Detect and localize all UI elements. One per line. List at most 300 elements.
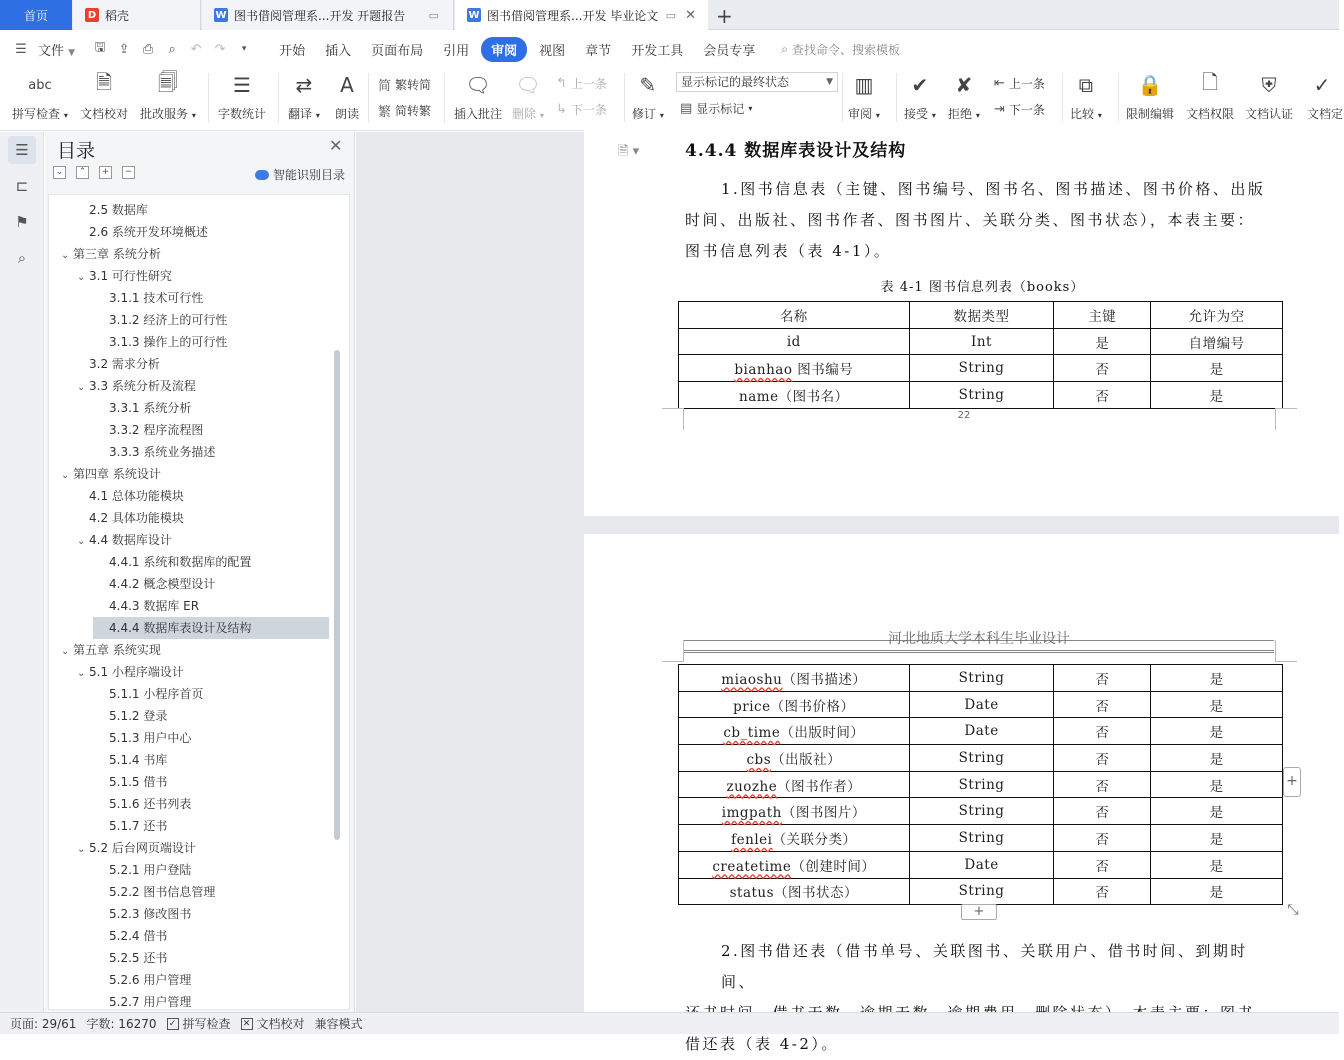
table-cell-text: Date (964, 723, 999, 740)
print-icon[interactable]: ⎙ (142, 41, 154, 57)
smart-toc-label: 智能识别目录 (273, 168, 346, 182)
expand-all-icon[interactable]: ⌃ (76, 166, 89, 179)
show-markup-label: 显示标记 (696, 102, 745, 116)
table-cell[interactable] (1151, 878, 1283, 905)
table-cell[interactable] (1054, 691, 1151, 718)
toc-item[interactable] (93, 287, 203, 309)
table-cell[interactable] (1151, 382, 1283, 409)
spell-status[interactable] (167, 1015, 231, 1032)
tab-doc-proposal[interactable] (202, 0, 454, 30)
toc-item[interactable] (77, 837, 196, 859)
table-cell[interactable] (909, 851, 1054, 878)
toc-item[interactable] (93, 595, 199, 617)
table-cell[interactable] (1054, 851, 1151, 878)
doc-proof-button[interactable] (80, 69, 128, 122)
show-markup-button[interactable] (680, 100, 752, 117)
toc-item-label: 5.2.6 用户管理 (109, 973, 192, 987)
toc-item[interactable] (77, 485, 184, 507)
toc-item[interactable] (93, 551, 251, 573)
books-table-continued (678, 664, 1283, 905)
toc-item[interactable] (93, 815, 167, 837)
table-cell[interactable] (679, 878, 910, 905)
toc-item-label: 3.3.3 系统业务描述 (109, 445, 216, 459)
lock-icon: 🔒 (1137, 73, 1163, 97)
toc-item[interactable] (93, 969, 191, 991)
show-markup-icon: ▤ (680, 101, 693, 116)
word-count-label: 字数统计 (218, 107, 267, 121)
ribbon-divider (1118, 73, 1119, 123)
table-cell-text: 否 (1095, 698, 1110, 715)
doc-final-label: 文档定 (1307, 107, 1344, 121)
menu-references[interactable]: 引用 (443, 43, 470, 59)
margin-corner (1275, 640, 1297, 662)
status-bar (0, 1012, 1339, 1034)
table-cell[interactable] (909, 798, 1054, 825)
proof-status[interactable] (241, 1015, 305, 1032)
toc-item[interactable] (93, 925, 167, 947)
batch-service-label: 批改服务 (140, 107, 189, 121)
menu-insert[interactable]: 插入 (325, 43, 352, 59)
resize-table-icon[interactable]: ⤡ (1287, 902, 1299, 918)
books-table (678, 301, 1283, 409)
toc-item[interactable] (77, 375, 196, 397)
table-cell-text: 是 (1209, 362, 1224, 379)
toc-item[interactable] (93, 749, 167, 771)
chevron-down-icon[interactable]: ⌄ (77, 844, 86, 855)
toc-item-label: 3.1.3 操作上的可行性 (109, 335, 228, 349)
table-row (679, 382, 1283, 409)
spell-status-label: 拼写检查 (182, 1017, 231, 1031)
table-cell-text: 否 (1095, 858, 1110, 875)
translate-icon: ⇄ (295, 73, 313, 97)
table-cell[interactable] (679, 328, 910, 355)
table-cell[interactable] (1151, 665, 1283, 692)
next-comment-button[interactable] (556, 101, 607, 118)
undo-icon[interactable]: ↶ (190, 41, 202, 57)
toc-item[interactable] (93, 771, 167, 793)
table-header-cell[interactable]: 名称 (679, 302, 910, 329)
toc-item-label: 4.4.2 概念模型设计 (109, 577, 216, 591)
table-cell[interactable] (1054, 718, 1151, 745)
translate-label: 翻译 (288, 107, 313, 121)
trad-to-simp-label: 繁转简 (395, 78, 432, 92)
redo-icon[interactable]: ↷ (214, 41, 226, 57)
toc-item-label: 3.3 系统分析及流程 (89, 379, 196, 393)
toc-item[interactable] (93, 573, 215, 595)
tab-home[interactable] (0, 0, 72, 30)
toc-item[interactable] (77, 199, 148, 221)
menu-view[interactable]: 视图 (539, 43, 566, 59)
table-cell-text: 是 (1209, 778, 1224, 795)
table-cell-text: String (958, 829, 1005, 846)
paragraph-line: 图书信息列表（表 4-1）。 (685, 242, 892, 260)
chevron-down-icon[interactable]: ⌄ (77, 272, 86, 283)
table-cell-text: 否 (1095, 388, 1110, 405)
table-cell-text: String (958, 776, 1005, 793)
toc-item[interactable] (61, 639, 161, 661)
chevron-down-icon[interactable]: ⌄ (77, 382, 86, 393)
restrict-edit-label: 限制编辑 (1126, 107, 1175, 121)
table-cell-text: String (958, 883, 1005, 900)
toc-item[interactable] (77, 529, 172, 551)
toc-item[interactable] (77, 661, 184, 683)
table-cell[interactable] (679, 825, 910, 852)
table-cell-text: 否 (1095, 885, 1110, 902)
toc-item-label: 5.2.2 图书信息管理 (109, 885, 216, 899)
table-cell[interactable] (1151, 771, 1283, 798)
toc-item[interactable] (93, 441, 215, 463)
daoke-icon: D (85, 8, 99, 22)
table-cell[interactable] (679, 718, 910, 745)
table-cell[interactable] (1151, 328, 1283, 355)
doc-proof-label: 文档校对 (80, 107, 129, 121)
table-cell[interactable] (1151, 825, 1283, 852)
table-cell[interactable] (1151, 355, 1283, 382)
toc-item[interactable] (93, 903, 191, 925)
doc-final-button[interactable] (1307, 69, 1344, 122)
chevron-down-icon: ▾ (315, 111, 320, 120)
insert-comment-button[interactable] (454, 69, 502, 122)
prev-comment-label: 上一条 (570, 77, 607, 91)
table-cell-text: String (958, 360, 1005, 377)
toc-item[interactable] (93, 991, 191, 1013)
tab-bar (0, 0, 1339, 30)
toc-item-label: 5.1.6 还书列表 (109, 797, 192, 811)
toc-item[interactable] (93, 397, 191, 419)
menu-dev-tools[interactable]: 开发工具 (631, 43, 684, 59)
section-nav-icon[interactable]: ⊏ (15, 177, 29, 195)
file-menu[interactable] (38, 37, 83, 62)
table-cell[interactable] (909, 382, 1054, 409)
next-change-label: 下一条 (1008, 103, 1045, 117)
review-pane-icon: ▥ (854, 73, 874, 97)
table-cell[interactable] (1054, 745, 1151, 772)
paragraph-line: 时间、出版社、图书作者、图书图片、关联分类、图书状态），本表主要： (685, 211, 1256, 229)
tab-doc-thesis-label: 图书借阅管理系...开发 毕业论文 (487, 8, 659, 23)
toc-item-label: 3.1.2 经济上的可行性 (109, 313, 228, 327)
close-icon[interactable]: ✕ (685, 7, 696, 23)
permission-icon: 🗋 (1201, 70, 1219, 94)
left-icon-strip (0, 132, 44, 1012)
translate-button[interactable] (288, 69, 320, 122)
spellcheck-icon: abc (28, 77, 52, 93)
toc-item[interactable] (61, 463, 161, 485)
table-cell[interactable] (679, 771, 910, 798)
chevron-down-icon[interactable]: ⌄ (77, 536, 86, 547)
doc-auth-button[interactable] (1245, 69, 1293, 122)
prev-icon: ↰ (556, 76, 567, 91)
trad-to-simp-button[interactable] (378, 75, 431, 94)
writer-doc-icon: W (468, 9, 480, 21)
toc-item-label: 第三章 系统分析 (73, 247, 161, 261)
document-canvas (356, 132, 1339, 1053)
table-cell-text: fenlei（关联分类） (731, 831, 857, 848)
toc-item-label: 3.2 需求分析 (89, 357, 160, 371)
menu-section[interactable]: 章节 (585, 43, 612, 59)
next-change-icon: ⇥ (994, 102, 1005, 117)
toc-item[interactable] (77, 265, 172, 287)
review-pane-button[interactable] (848, 69, 880, 122)
table-cell-text: 否 (1095, 778, 1110, 795)
table-cell-text: 否 (1095, 362, 1110, 379)
collapse-all-icon[interactable]: ⌄ (53, 166, 66, 179)
table-cell[interactable] (1054, 355, 1151, 382)
ribbon-divider (208, 73, 209, 123)
toc-item-label: 5.1.4 书库 (109, 753, 168, 767)
close-icon[interactable]: ✕ (329, 136, 343, 155)
table-header-cell[interactable]: 数据类型 (909, 302, 1054, 329)
cloud-icon[interactable]: ▭ (665, 8, 676, 22)
review-pane-label: 审阅 (848, 107, 873, 121)
shield-icon: ⛨ (1261, 73, 1277, 97)
table-cell-text: 是 (1209, 751, 1224, 768)
ribbon-divider (1062, 73, 1063, 123)
toc-item[interactable] (93, 331, 227, 353)
menu-review[interactable]: 审阅 (481, 37, 527, 62)
toc-item[interactable] (77, 221, 208, 243)
table-cell[interactable] (909, 328, 1054, 355)
toc-item-label: 2.5 数据库 (89, 203, 148, 217)
table-row (679, 355, 1283, 382)
read-aloud-label: 朗读 (334, 107, 359, 121)
reject-button[interactable] (948, 69, 980, 122)
doc-auth-label: 文档认证 (1245, 107, 1294, 121)
save-icon[interactable]: 🖫 (94, 40, 106, 55)
chevron-down-icon: ▾ (539, 111, 544, 120)
writer-doc-icon: W (215, 9, 227, 21)
toc-item[interactable] (61, 243, 161, 265)
table-row (679, 851, 1283, 878)
toc-item-label: 4.4 数据库设计 (89, 533, 172, 547)
spelling-flag: fenlei (731, 831, 773, 848)
table-cell-text: 是 (1209, 725, 1224, 742)
toc-item[interactable] (93, 947, 167, 969)
track-changes-button[interactable] (632, 69, 664, 122)
table-cell[interactable] (1054, 878, 1151, 905)
table-cell[interactable] (679, 851, 910, 878)
table-cell[interactable] (909, 825, 1054, 852)
table-cell-text: String (958, 669, 1005, 686)
page-header: 河北地质大学本科生毕业设计 (888, 631, 1070, 647)
toc-item-label: 4.2 具体功能模块 (89, 511, 184, 525)
markup-state-select[interactable] (676, 72, 838, 92)
find-icon[interactable]: ⌕ (17, 249, 27, 267)
insert-comment-label: 插入批注 (454, 107, 503, 121)
delete-comment-button[interactable] (512, 69, 544, 122)
simp-to-trad-button[interactable] (378, 101, 431, 120)
paragraph-handle-icon[interactable]: 🗎 ▾ (618, 144, 640, 159)
toc-item[interactable] (93, 309, 227, 331)
chevron-down-icon: ▾ (931, 111, 936, 120)
table-cell-text: bianhao 图书编号 (734, 362, 854, 379)
table-cell-text: imgpath（图书图片） (721, 805, 866, 822)
table-cell[interactable] (679, 665, 910, 692)
menu-member[interactable]: 会员专享 (703, 43, 756, 59)
paragraph-line: 1.图书信息表（主键、图书编号、图书名、图书描述、图书价格、出版 (721, 180, 1266, 198)
restrict-edit-button[interactable] (1126, 69, 1174, 122)
paragraph-line: 借还表（表 4-2）。 (685, 1035, 839, 1053)
table-cell-text: Date (964, 696, 999, 713)
table-cell[interactable] (909, 355, 1054, 382)
spellcheck-button[interactable] (12, 69, 68, 122)
table-cell[interactable] (909, 718, 1054, 745)
toc-item[interactable] (93, 793, 191, 815)
page-indicator[interactable]: 页面: 29/61 (10, 1017, 77, 1031)
prev-change-button[interactable] (994, 75, 1045, 92)
table-cell[interactable] (1054, 328, 1151, 355)
add-row-button[interactable]: + (961, 904, 997, 920)
menu-page-layout[interactable]: 页面布局 (371, 43, 424, 59)
table-cell[interactable] (1151, 745, 1283, 772)
table-cell[interactable] (1151, 691, 1283, 718)
remove-toc-level-icon[interactable]: − (122, 166, 135, 179)
table-cell[interactable] (679, 382, 910, 409)
next-change-button[interactable] (994, 101, 1045, 118)
table-cell[interactable] (1054, 665, 1151, 692)
tab-daoke[interactable] (73, 0, 201, 30)
toc-item[interactable] (93, 859, 191, 881)
table-cell[interactable] (1054, 798, 1151, 825)
cloud-icon[interactable]: ▭ (428, 8, 439, 22)
toc-list (48, 194, 350, 1010)
prev-comment-button[interactable] (556, 75, 607, 92)
toc-scrollbar[interactable] (334, 350, 340, 840)
accept-icon: ✔ (911, 73, 929, 97)
reject-label: 拒绝 (948, 107, 973, 121)
table-row (679, 328, 1283, 355)
toc-item-label: 第四章 系统设计 (73, 467, 161, 481)
toc-item[interactable] (93, 881, 215, 903)
chevron-down-icon[interactable]: ⌄ (77, 668, 86, 679)
chevron-down-icon[interactable]: ⌄ (61, 250, 70, 261)
margin-corner (662, 640, 684, 662)
export-icon[interactable]: ⇪ (118, 41, 130, 57)
next-comment-label: 下一条 (570, 103, 607, 117)
smart-toc-button[interactable] (255, 166, 345, 183)
table-cell-text: createtime（创建时间） (712, 858, 876, 875)
customize-toolbar-icon[interactable]: ▾ (241, 44, 247, 54)
tab-doc-thesis[interactable] (455, 0, 708, 30)
table-cell-text: 否 (1095, 671, 1110, 688)
bookmark-icon[interactable]: ⚑ (15, 213, 29, 231)
chevron-down-icon: ▾ (63, 111, 68, 120)
table-cell-text: 是 (1209, 858, 1224, 875)
spelling-flag: imgpath (721, 805, 782, 822)
toc-item-label: 5.1.3 用户中心 (109, 731, 192, 745)
table-cell[interactable] (909, 745, 1054, 772)
ribbon-divider (896, 73, 897, 123)
toc-title: 目录 (57, 140, 96, 162)
table-cell[interactable] (909, 878, 1054, 905)
table-cell[interactable] (909, 771, 1054, 798)
toc-panel-icon[interactable]: ☰ (8, 136, 36, 164)
add-toc-level-icon[interactable]: + (99, 166, 112, 179)
table-cell[interactable] (679, 745, 910, 772)
doc-permission-label: 文档权限 (1186, 107, 1235, 121)
table-cell-text: id (786, 333, 801, 350)
table-cell-text: 是 (1209, 671, 1224, 688)
document-page (584, 122, 1344, 516)
toc-item-label: 2.6 系统开发环境概述 (89, 225, 208, 239)
table-cell[interactable] (1151, 798, 1283, 825)
accept-button[interactable] (904, 69, 936, 122)
table-header-row (679, 302, 1283, 329)
table-cell[interactable] (679, 355, 910, 382)
command-search-placeholder: 查找命令、搜索模板 (791, 42, 900, 57)
table-cell-text: 是 (1095, 335, 1110, 352)
tab-home-label: 首页 (23, 8, 48, 23)
compare-button[interactable] (1070, 69, 1102, 122)
add-column-button[interactable]: + (1283, 767, 1301, 797)
table-header-cell[interactable]: 主键 (1054, 302, 1151, 329)
ribbon-divider (444, 73, 445, 123)
toc-item-label: 3.3.1 系统分析 (109, 401, 192, 415)
read-aloud-button[interactable] (332, 69, 362, 122)
chevron-down-icon: ▾ (659, 111, 664, 120)
table-cell[interactable] (1151, 718, 1283, 745)
table-cell[interactable] (679, 798, 910, 825)
chevron-down-icon: ▾ (975, 111, 980, 120)
table-cell-text: 自增编号 (1188, 335, 1245, 352)
toc-item[interactable] (93, 617, 329, 639)
read-aloud-icon: A (340, 73, 354, 97)
track-changes-icon: ✎ (639, 73, 657, 97)
table-header-cell[interactable]: 允许为空 (1151, 302, 1283, 329)
table-row (679, 691, 1283, 718)
toc-item[interactable] (77, 507, 184, 529)
header-rule (684, 650, 1274, 653)
paragraph-books (685, 174, 1280, 267)
doc-permission-button[interactable] (1186, 69, 1234, 122)
chevron-down-icon[interactable]: ⌄ (61, 646, 70, 657)
chevron-down-icon: ▾ (748, 104, 753, 113)
table-cell[interactable] (1054, 771, 1151, 798)
table-cell[interactable] (1054, 825, 1151, 852)
chevron-down-icon[interactable]: ⌄ (61, 470, 70, 481)
toc-item-label: 4.4.3 数据库 ER (109, 599, 200, 613)
delete-comment-label: 删除 (512, 107, 537, 121)
toc-item[interactable] (93, 727, 191, 749)
track-changes-label: 修订 (632, 107, 657, 121)
chevron-down-icon: ▼ (826, 77, 833, 87)
table-cell[interactable] (909, 691, 1054, 718)
doc-final-icon: ✓ (1313, 73, 1331, 97)
command-search[interactable] (781, 41, 900, 58)
table-cell[interactable] (909, 665, 1054, 692)
table-cell-text: cbs（出版社） (746, 751, 842, 768)
table-cell-text: name（图书名） (739, 388, 849, 405)
table-row (679, 718, 1283, 745)
toc-item[interactable] (93, 683, 203, 705)
batch-service-button[interactable] (140, 69, 196, 122)
toc-item[interactable] (93, 419, 203, 441)
toc-item[interactable] (77, 353, 160, 375)
hamburger-icon[interactable]: ☰ (15, 41, 27, 57)
table-cell[interactable] (1151, 851, 1283, 878)
table-cell[interactable] (679, 691, 910, 718)
word-count-button[interactable] (218, 69, 266, 122)
toc-item[interactable] (93, 705, 167, 727)
menu-bar (0, 31, 1339, 67)
spelling-flag: cb_time (723, 725, 781, 742)
word-count-indicator[interactable]: 字数: 16270 (86, 1017, 157, 1031)
table-cell[interactable] (1054, 382, 1151, 409)
menu-start[interactable]: 开始 (279, 43, 306, 59)
ribbon-divider (368, 73, 369, 123)
print-preview-icon[interactable]: ⌕ (168, 41, 176, 57)
new-tab-icon[interactable]: + (716, 4, 733, 28)
toc-item-label: 3.3.2 程序流程图 (109, 423, 204, 437)
